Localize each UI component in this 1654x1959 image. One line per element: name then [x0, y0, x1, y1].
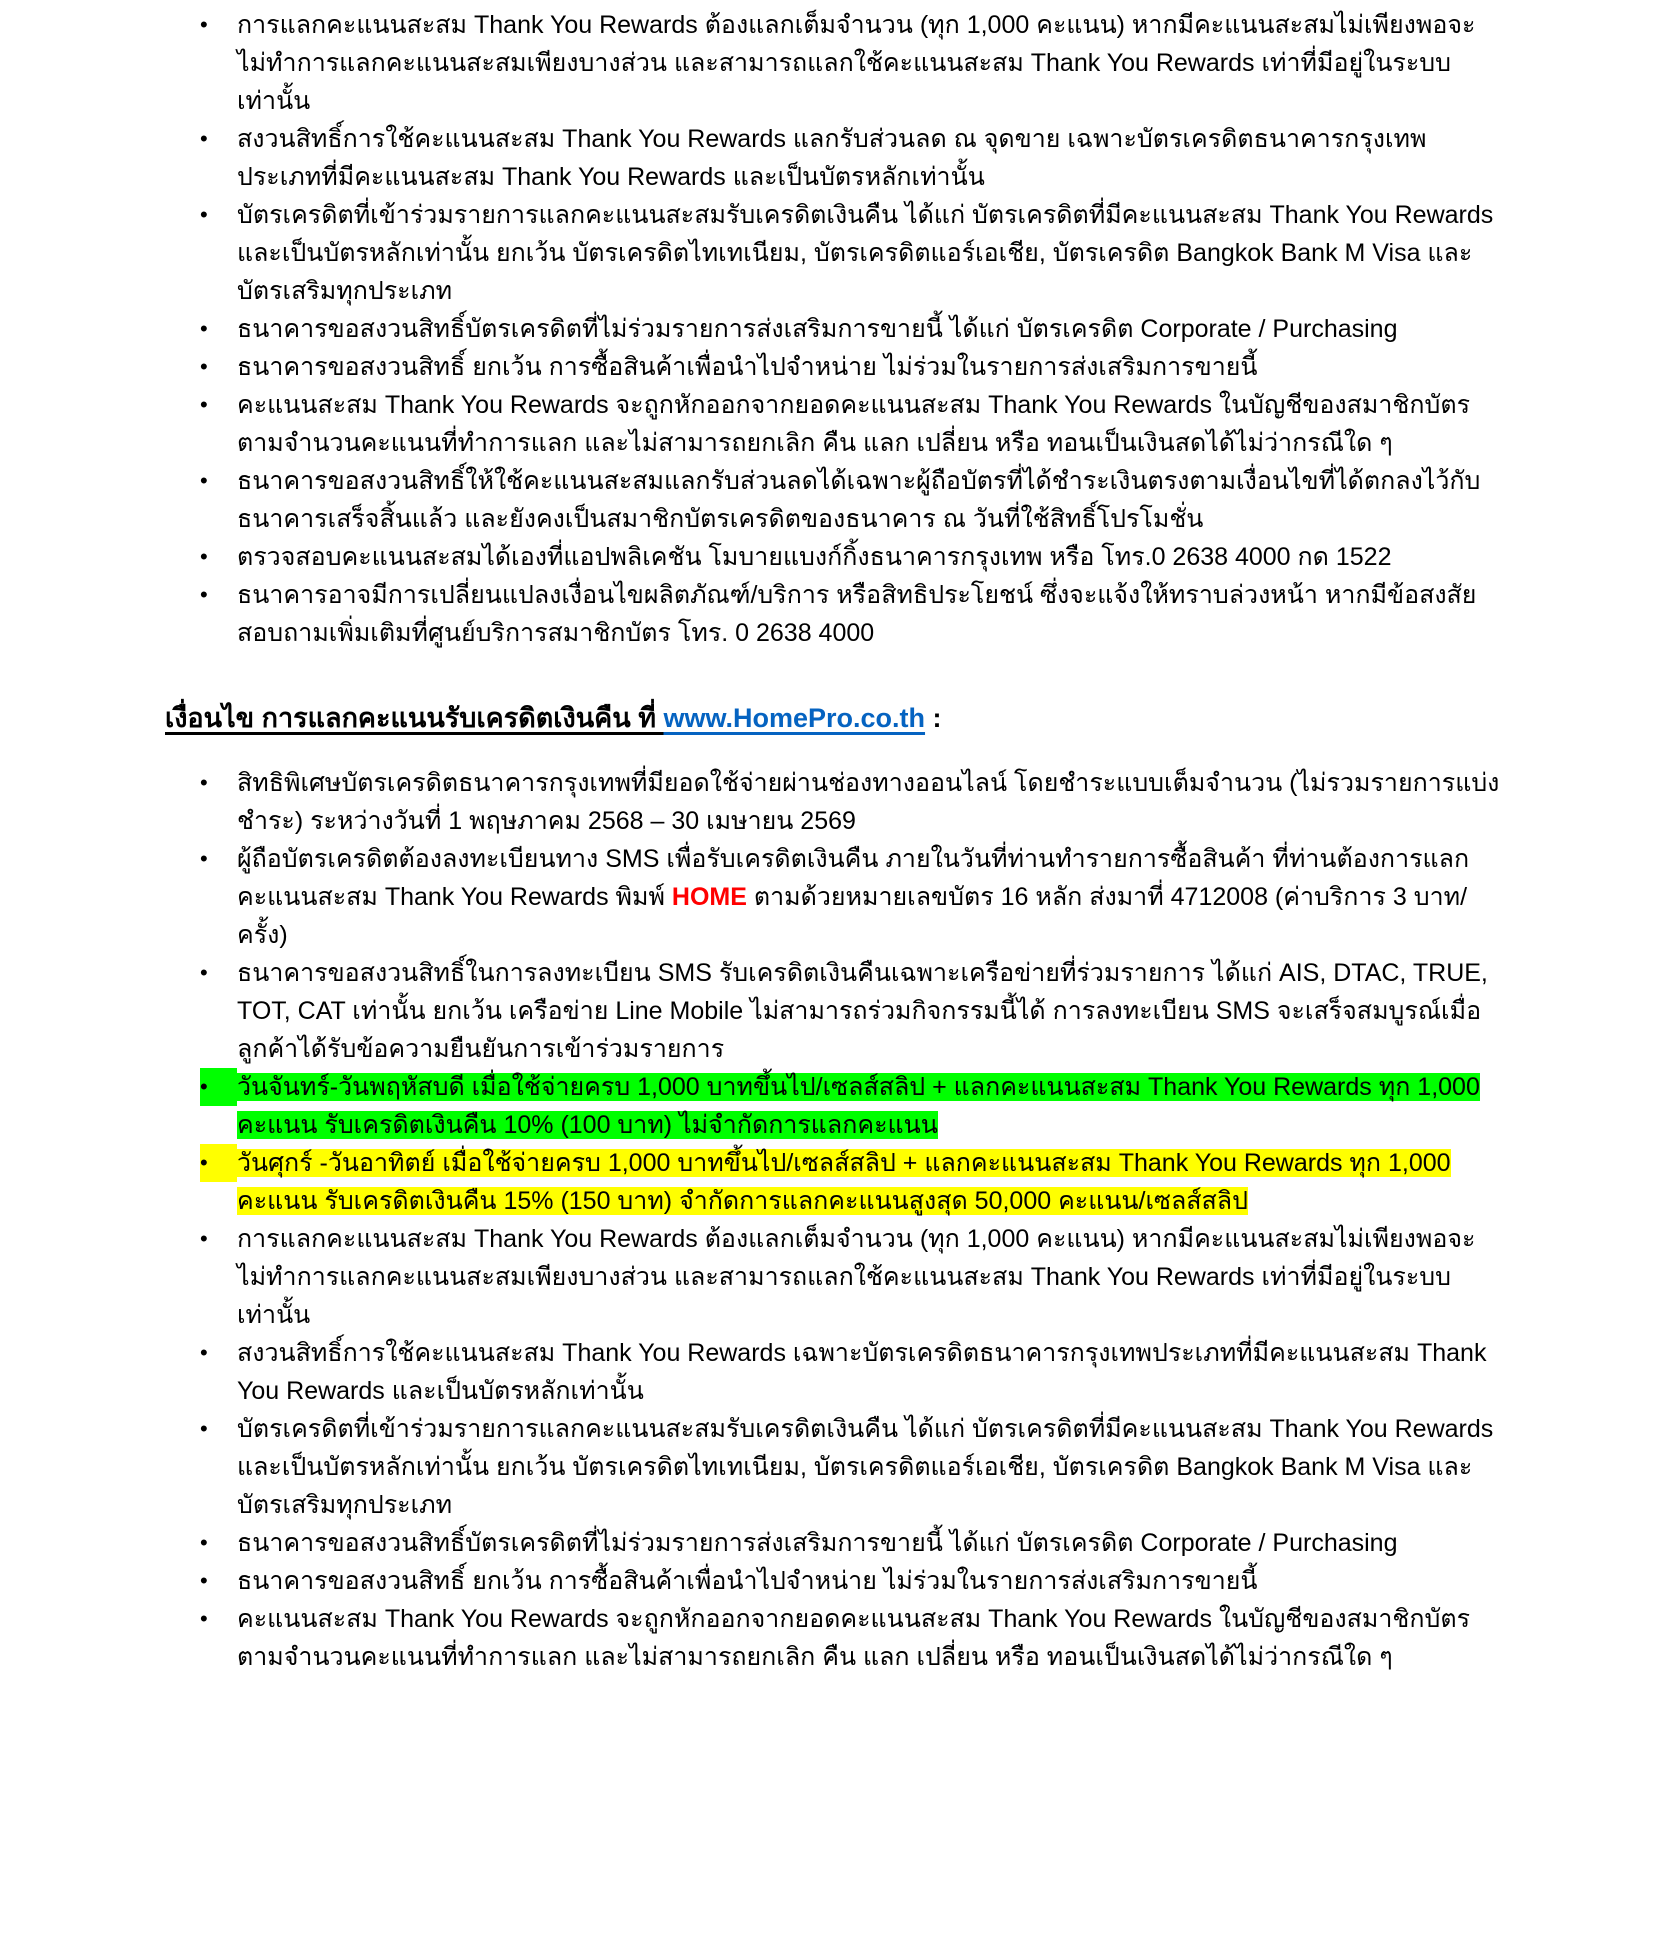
bullet-icon: •: [200, 960, 208, 985]
bullet-icon: •: [200, 1606, 208, 1631]
list-item: [200, 1600, 1504, 1676]
bullet-text: [237, 196, 1504, 310]
text-run: การแลกคะแนนสะสม Thank You Rewards ต้องแลกเต็มจำนวน (ทุก 1,000 คะแนน) หากมีคะแนนสะสมไม่เพียงพอจะไม่ทำการแลกคะแนนสะสมเพียงบางส่วน และสามารถแลกใช้คะแนนสะสม Thank You Rewards เท่าที่มีอยู่ในระบบเท่านั้น: [237, 11, 1476, 115]
text-run: สงวนสิทธิ์การใช้คะแนนสะสม Thank You Rewards แลกรับส่วนลด ณ จุดขาย เฉพาะบัตรเครดิตธนาคารกรุงเทพประเภทที่มีคะแนนสะสม Thank You Rewards และเป็นบัตรหลักเท่านั้น: [237, 125, 1427, 191]
bullet-text: [237, 538, 1504, 576]
text-run: ธนาคารขอสงวนสิทธิ์บัตรเครดิตที่ไม่ร่วมรายการส่งเสริมการขายนี้ ได้แก่ บัตรเครดิต Corporate / Purchasing: [237, 1529, 1398, 1557]
text-run: ธนาคารขอสงวนสิทธิ์ ยกเว้น การซื้อสินค้าเพื่อนำไปจำหน่าย ไม่ร่วมในรายการส่งเสริมการขายนี้: [237, 353, 1258, 381]
bullet-text: [237, 6, 1504, 120]
homepro-link[interactable]: www.HomePro.co.th: [663, 703, 926, 733]
bullet-icon: •: [200, 1226, 208, 1251]
bullet-icon: •: [200, 354, 208, 379]
bullet-icon: •: [200, 392, 208, 417]
bullet-text: [237, 954, 1504, 1068]
bullet-text: [237, 1334, 1504, 1410]
bullet-text: [237, 310, 1504, 348]
bullet-icon: •: [200, 1144, 237, 1182]
section-heading: [165, 698, 1504, 738]
bullet-icon: •: [200, 846, 208, 871]
bullet-icon: •: [200, 468, 208, 493]
list-item: [200, 764, 1504, 840]
bullet-text: [237, 576, 1504, 652]
text-run: ผู้ถือบัตรเครดิตต้องลงทะเบียนทาง SMS เพื่อรับเครดิตเงินคืน ภายในวันที่ท่านทำรายการซื้อสินค้า ที่ท่านต้องการแลกคะแนนสะสม Thank You Rewards พิมพ์: [237, 845, 1470, 911]
list-item: [200, 6, 1504, 120]
bullet-text: [237, 120, 1504, 196]
text-run: วันศุกร์ -วันอาทิตย์ เมื่อใช้จ่ายครบ 1,000 บาทขึ้นไป/เซลส์สลิป + แลกคะแนนสะสม Thank You Rewards ทุก 1,000 คะแนน รับเครดิตเงินคืน 15% (150 บาท) จำกัดการแลกคะแนนสูงสุด 50,000 คะแนน/เซลส์สลิป: [237, 1149, 1451, 1215]
section-heading-text: เงื่อนไข การแลกคะแนนรับเครดิตเงินคืน ที่: [165, 703, 664, 733]
list-item: [200, 1068, 1504, 1144]
bullet-text: [237, 348, 1504, 386]
list-item: [200, 840, 1504, 954]
list-item: [200, 348, 1504, 386]
bullet-icon: •: [200, 544, 208, 569]
bullet-text: [237, 840, 1504, 954]
text-run: คะแนนสะสม Thank You Rewards จะถูกหักออกจากยอดคะแนนสะสม Thank You Rewards ในบัญชีของสมาชิกบัตรตามจำนวนคะแนนที่ทำการแลก และไม่สามารถยกเลิก คืน แลก เปลี่ยน หรือ ทอนเป็นเงินสดได้ไม่ว่ากรณีใด ๆ: [237, 391, 1471, 457]
list-item: [200, 386, 1504, 462]
text-run: คะแนนสะสม Thank You Rewards จะถูกหักออกจากยอดคะแนนสะสม Thank You Rewards ในบัญชีของสมาชิกบัตรตามจำนวนคะแนนที่ทำการแลก และไม่สามารถยกเลิก คืน แลก เปลี่ยน หรือ ทอนเป็นเงินสดได้ไม่ว่ากรณีใด ๆ: [237, 1605, 1471, 1671]
bullet-icon: •: [200, 770, 208, 795]
text-run: วันจันทร์-วันพฤหัสบดี เมื่อใช้จ่ายครบ 1,000 บาทขึ้นไป/เซลส์สลิป + แลกคะแนนสะสม Thank You Rewards ทุก 1,000 คะแนน รับเครดิตเงินคืน 10% (100 บาท) ไม่จำกัดการแลกคะแนน: [237, 1073, 1480, 1139]
text-run: ตามด้วยหมายเลขบัตร 16 หลัก ส่งมาที่ 4712008 (ค่าบริการ 3 บาท/ครั้ง): [237, 883, 1468, 949]
list-item: [200, 1220, 1504, 1334]
bullet-icon: •: [200, 1530, 208, 1555]
list-item: [200, 1334, 1504, 1410]
bullet-text: [237, 764, 1504, 840]
text-run: ตรวจสอบคะแนนสะสมได้เองที่แอปพลิเคชัน โมบายแบงก์กิ้งธนาคารกรุงเทพ หรือ โทร.0 2638 4000 กด 1522: [237, 543, 1392, 571]
bullet-icon: •: [200, 316, 208, 341]
terms-section-pos-redemption: [200, 6, 1504, 652]
list-item: [200, 310, 1504, 348]
text-run: สงวนสิทธิ์การใช้คะแนนสะสม Thank You Rewards เฉพาะบัตรเครดิตธนาคารกรุงเทพประเภทที่มีคะแนนสะสม Thank You Rewards และเป็นบัตรหลักเท่านั้น: [237, 1339, 1487, 1405]
bullet-icon: •: [200, 126, 208, 151]
bullet-icon: •: [200, 1340, 208, 1365]
text-run: ธนาคารขอสงวนสิทธิ์บัตรเครดิตที่ไม่ร่วมรายการส่งเสริมการขายนี้ ได้แก่ บัตรเครดิต Corporate / Purchasing: [237, 315, 1398, 343]
terms-section-online-redemption: [200, 764, 1504, 1676]
bullet-text: [237, 1220, 1504, 1334]
text-run: บัตรเครดิตที่เข้าร่วมรายการแลกคะแนนสะสมรับเครดิตเงินคืน ได้แก่ บัตรเครดิตที่มีคะแนนสะสม Thank You Rewards และเป็นบัตรหลักเท่านั้น ยกเว้น บัตรเครดิตไทเทเนียม, บัตรเครดิตแอร์เอเชีย, บัตรเครดิต Bangkok Bank M Visa และบัตรเสริมทุกประเภท: [237, 201, 1494, 305]
bullet-text: [237, 1600, 1504, 1676]
bullet-icon: •: [200, 1568, 208, 1593]
list-item: [200, 120, 1504, 196]
list-item: [200, 954, 1504, 1068]
bullet-text: [237, 386, 1504, 462]
text-run: ธนาคารขอสงวนสิทธิ์ให้ใช้คะแนนสะสมแลกรับส่วนลดได้เฉพาะผู้ถือบัตรที่ได้ชำระเงินตรงตามเงื่อนไขที่ได้ตกลงไว้กับธนาคารเสร็จสิ้นแล้ว และยังคงเป็นสมาชิกบัตรเครดิตของธนาคาร ณ วันที่ใช้สิทธิ์โปรโมชั่น: [237, 467, 1481, 533]
list-item: [200, 462, 1504, 538]
list-item: [200, 1410, 1504, 1524]
section-heading-colon: :: [925, 703, 942, 733]
list-item: [200, 1144, 1504, 1220]
bullet-icon: •: [200, 202, 208, 227]
bullet-icon: •: [200, 1416, 208, 1441]
bullet-text: [237, 462, 1504, 538]
bullet-icon: •: [200, 1068, 237, 1106]
bullet-icon: •: [200, 582, 208, 607]
text-run: สิทธิพิเศษบัตรเครดิตธนาคารกรุงเทพที่มียอดใช้จ่ายผ่านช่องทางออนไลน์ โดยชำระแบบเต็มจำนวน (ไม่รวมรายการแบ่งชำระ) ระหว่างวันที่ 1 พฤษภาคม 2568 – 30 เมษายน 2569: [237, 769, 1500, 835]
bullet-text: [237, 1410, 1504, 1524]
list-item: [200, 576, 1504, 652]
text-run: การแลกคะแนนสะสม Thank You Rewards ต้องแลกเต็มจำนวน (ทุก 1,000 คะแนน) หากมีคะแนนสะสมไม่เพียงพอจะไม่ทำการแลกคะแนนสะสมเพียงบางส่วน และสามารถแลกใช้คะแนนสะสม Thank You Rewards เท่าที่มีอยู่ในระบบเท่านั้น: [237, 1225, 1476, 1329]
list-item: [200, 196, 1504, 310]
text-run: ธนาคารอาจมีการเปลี่ยนแปลงเงื่อนไขผลิตภัณฑ์/บริการ หรือสิทธิประโยชน์ ซึ่งจะแจ้งให้ทราบล่วงหน้า หากมีข้อสงสัยสอบถามเพิ่มเติมที่ศูนย์บริการสมาชิกบัตร โทร. 0 2638 4000: [237, 581, 1477, 647]
text-run: ธนาคารขอสงวนสิทธิ์ ยกเว้น การซื้อสินค้าเพื่อนำไปจำหน่าย ไม่ร่วมในรายการส่งเสริมการขายนี้: [237, 1567, 1258, 1595]
list-item: [200, 1562, 1504, 1600]
list-item: [200, 538, 1504, 576]
bullet-text: [237, 1562, 1504, 1600]
bullet-icon: •: [200, 12, 208, 37]
text-run: ธนาคารขอสงวนสิทธิ์ในการลงทะเบียน SMS รับเครดิตเงินคืนเฉพาะเครือข่ายที่ร่วมรายการ ได้แก่ AIS, DTAC, TRUE, TOT, CAT เท่านั้น ยกเว้น เครือข่าย Line Mobile ไม่สามารถร่วมกิจกรรมนี้ได้ การลงทะเบียน SMS จะเสร็จสมบูรณ์เมื่อลูกค้าได้รับข้อความยืนยันการเข้าร่วมรายการ: [237, 959, 1488, 1063]
text-run: บัตรเครดิตที่เข้าร่วมรายการแลกคะแนนสะสมรับเครดิตเงินคืน ได้แก่ บัตรเครดิตที่มีคะแนนสะสม Thank You Rewards และเป็นบัตรหลักเท่านั้น ยกเว้น บัตรเครดิตไทเทเนียม, บัตรเครดิตแอร์เอเชีย, บัตรเครดิต Bangkok Bank M Visa และบัตรเสริมทุกประเภท: [237, 1415, 1494, 1519]
bullet-text: [237, 1068, 1504, 1144]
list-item: [200, 1524, 1504, 1562]
bullet-text: [237, 1524, 1504, 1562]
keyword-highlight-text: HOME: [671, 883, 747, 911]
bullet-text: [237, 1144, 1504, 1220]
